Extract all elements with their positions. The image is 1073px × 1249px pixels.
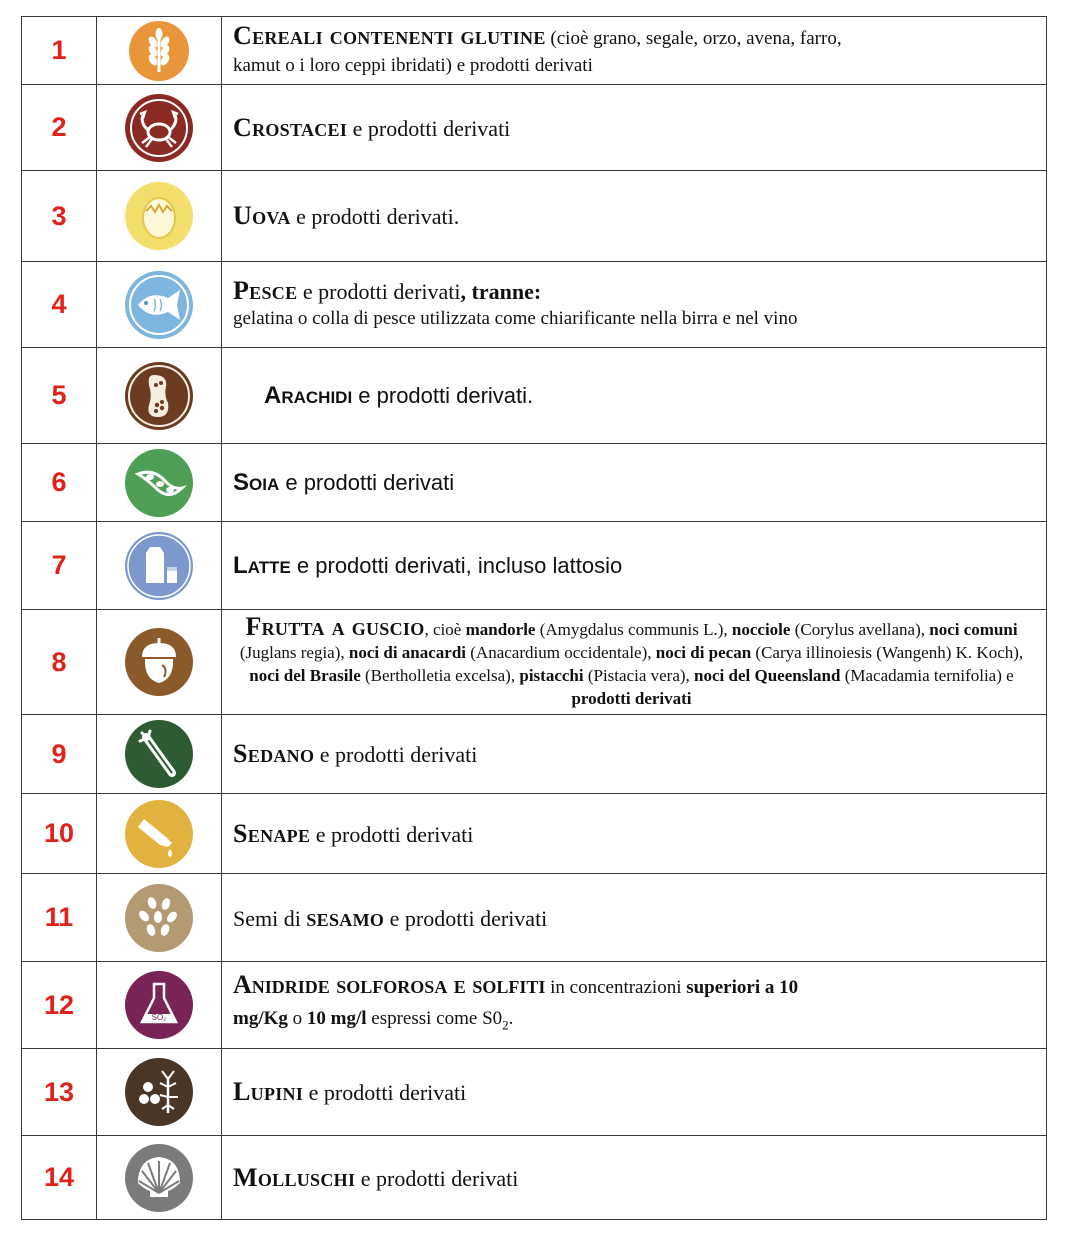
allergen-description xyxy=(222,171,1047,262)
allergen-name: Lupini xyxy=(233,1077,304,1106)
desc-text: e prodotti derivati xyxy=(355,1165,519,1191)
nut-name: pistacchi xyxy=(519,665,584,685)
row-number: 3 xyxy=(22,171,97,262)
allergen-description xyxy=(222,522,1047,610)
desc-text: (Anacardium occidentale), xyxy=(466,642,656,662)
row-number: 7 xyxy=(22,522,97,610)
crab-icon xyxy=(124,93,194,163)
flask-icon xyxy=(124,970,194,1040)
icon-cell xyxy=(97,1136,222,1220)
table-row xyxy=(22,348,1047,444)
icon-cell xyxy=(97,348,222,444)
allergen-description xyxy=(222,444,1047,522)
allergen-description xyxy=(222,962,1047,1049)
table-row xyxy=(22,715,1047,794)
icon-cell xyxy=(97,794,222,874)
allergen-description xyxy=(222,262,1047,348)
allergen-name: Uova xyxy=(233,201,291,230)
nut-name: nocciole xyxy=(731,619,791,639)
desc-text: (Corylus avellana), xyxy=(790,619,930,639)
flask-label: SO₂ xyxy=(151,1013,167,1022)
subscript: 2 xyxy=(502,1017,509,1033)
peanut-icon xyxy=(124,361,194,431)
table-row xyxy=(22,262,1047,348)
desc-text: (Bertholletia excelsa), xyxy=(360,665,520,685)
allergen-name: Arachidi xyxy=(264,381,353,409)
nut-name: noci comuni xyxy=(929,619,1018,639)
desc-text: o xyxy=(287,1008,307,1030)
desc-bold: 10 mg/l xyxy=(306,1008,367,1030)
allergen-name: Latte xyxy=(233,551,291,579)
icon-cell xyxy=(97,1049,222,1136)
desc-text: e prodotti derivati xyxy=(279,469,455,495)
allergen-name: Pesce xyxy=(233,276,298,305)
desc-text: e prodotti derivati, incluso lattosio xyxy=(290,552,623,578)
desc-text: (Amygdalus communis L.), xyxy=(535,619,732,639)
table-row xyxy=(22,1049,1047,1136)
desc-text: . xyxy=(508,1008,514,1030)
row-number: 8 xyxy=(22,610,97,715)
desc-text: e prodotti derivati. xyxy=(352,382,534,408)
soybean-icon xyxy=(124,448,194,518)
allergen-description xyxy=(222,610,1047,715)
table-row xyxy=(22,171,1047,262)
row-number: 10 xyxy=(22,794,97,874)
icon-cell xyxy=(97,874,222,962)
nut-name: prodotti derivati xyxy=(571,688,692,708)
sesame-icon xyxy=(124,883,194,953)
nut-name: noci di pecan xyxy=(655,642,752,662)
icon-cell xyxy=(97,715,222,794)
nut-icon xyxy=(124,627,194,697)
row-number: 11 xyxy=(22,874,97,962)
allergen-name: Sedano xyxy=(233,739,315,768)
icon-cell xyxy=(97,962,222,1049)
row-number: 12 xyxy=(22,962,97,1049)
allergen-description xyxy=(222,348,1047,444)
allergen-name: Soia xyxy=(233,468,280,496)
allergen-description xyxy=(222,1049,1047,1136)
table-row xyxy=(22,444,1047,522)
shell-icon xyxy=(124,1143,194,1213)
desc-text: (Juglans regia), xyxy=(239,642,349,662)
wheat-icon xyxy=(128,20,190,82)
desc-text: Semi di xyxy=(233,905,307,931)
egg-icon xyxy=(124,181,194,251)
table-row xyxy=(22,85,1047,171)
allergen-description xyxy=(222,794,1047,874)
row-number: 13 xyxy=(22,1049,97,1136)
milk-icon xyxy=(124,531,194,601)
icon-cell xyxy=(97,171,222,262)
row-number: 14 xyxy=(22,1136,97,1220)
allergen-name: Cereali contenenti glutine xyxy=(233,21,546,50)
desc-text: e prodotti derivati xyxy=(347,115,511,141)
allergen-table xyxy=(21,16,1047,1220)
mustard-icon xyxy=(124,799,194,869)
row-number: 5 xyxy=(22,348,97,444)
nut-name: noci del Queensland xyxy=(694,665,841,685)
allergen-name: Anidride solforosa e solfiti xyxy=(233,970,546,1000)
table-row xyxy=(22,17,1047,85)
desc-text: e prodotti derivati xyxy=(384,905,548,931)
desc-text: e prodotti derivati xyxy=(297,279,461,304)
nut-name: noci di anacardi xyxy=(348,642,467,662)
allergen-name: Senape xyxy=(233,818,311,848)
icon-cell xyxy=(97,522,222,610)
desc-text: (Macadamia ternifolia) e xyxy=(840,665,1014,685)
table-row xyxy=(22,522,1047,610)
icon-cell xyxy=(97,17,222,85)
allergen-description xyxy=(222,85,1047,171)
allergen-name: Molluschi xyxy=(233,1162,356,1192)
allergen-name: Crostacei xyxy=(233,112,348,142)
row-number: 4 xyxy=(22,262,97,348)
table-row xyxy=(22,610,1047,715)
desc-text: espressi come S0 xyxy=(366,1008,503,1030)
desc-text: (Carya illinoiesis (Wangenh) K. Koch), xyxy=(751,642,1024,662)
desc-bold: , tranne: xyxy=(460,279,542,304)
desc-text: e prodotti derivati xyxy=(314,742,478,767)
table-row xyxy=(22,794,1047,874)
icon-cell xyxy=(97,444,222,522)
table-row xyxy=(22,962,1047,1049)
icon-cell xyxy=(97,610,222,715)
allergen-description xyxy=(222,715,1047,794)
desc-text: kamut o i loro ceppi ibridati) e prodotti derivati xyxy=(233,55,593,76)
desc-text: gelatina o colla di pesce utilizzata come chiarificante nella birra e nel vino xyxy=(233,308,798,329)
row-number: 2 xyxy=(22,85,97,171)
table-row xyxy=(22,874,1047,962)
row-number: 6 xyxy=(22,444,97,522)
desc-bold: mg/Kg xyxy=(233,1008,288,1030)
desc-text: , cioè xyxy=(424,619,466,639)
desc-text: (cioè grano, segale, orzo, avena, farro, xyxy=(545,28,842,49)
table-row xyxy=(22,1136,1047,1220)
desc-text: (Pistacia vera), xyxy=(583,665,695,685)
nut-name: noci del Brasile xyxy=(249,665,361,685)
allergen-description xyxy=(222,17,1047,85)
desc-text: e prodotti derivati xyxy=(303,1080,467,1105)
allergen-description xyxy=(222,1136,1047,1220)
icon-cell xyxy=(97,262,222,348)
fish-icon xyxy=(124,270,194,340)
row-number: 1 xyxy=(22,17,97,85)
celery-icon xyxy=(124,719,194,789)
desc-bold: superiori a 10 xyxy=(686,977,799,999)
desc-text: in concentrazioni xyxy=(545,977,687,999)
nut-name: mandorle xyxy=(465,619,536,639)
allergen-description xyxy=(222,874,1047,962)
desc-text: e prodotti derivati. xyxy=(290,204,460,229)
desc-text: e prodotti derivati xyxy=(310,821,474,847)
icon-cell xyxy=(97,85,222,171)
allergen-name: Frutta a guscio xyxy=(245,611,425,641)
allergen-name: sesamo xyxy=(306,902,385,932)
row-number: 9 xyxy=(22,715,97,794)
lupin-icon xyxy=(124,1057,194,1127)
